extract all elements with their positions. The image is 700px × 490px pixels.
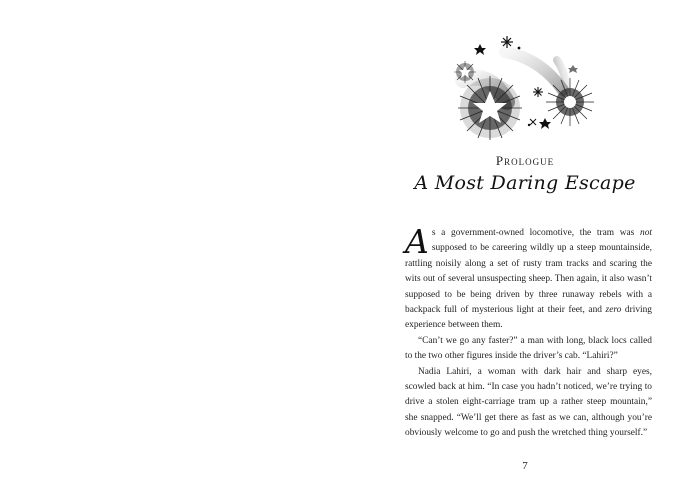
chapter-label: Prologue [495,153,555,168]
paragraph: Nadia Lahiri, a woman with dark hair and sharp eyes, scowled back at him. “In case you hadn’t noticed, we’re trying to drive a stolen eight-carriage tram up a rather steep mountain,” she snapped. “We’ll get there as fast as we can, although you’re obviously welcome to go and push the wretched thing yourself.” [405,366,652,439]
medium-star-burst [546,78,594,126]
shooting-stars-illustration [445,30,615,145]
text-run: s a government-owned locomotive, the tram was [431,228,641,238]
page-number: 7 [522,460,528,472]
text-run: supposed to be careering wildly up a steep mountainside, rattling noisily along a set of rusty tram tracks and scaring the wits out of several unsuspecting sheep. Then again, it also wasn’t supposed to be being driven by three runaway rebels with a backpack full of mysterious light at their feet, and [405,243,652,316]
small-star-burst [454,61,476,83]
emphasis: zero [605,305,622,316]
drop-cap: A [405,222,429,261]
emphasis: not [640,228,652,238]
chapter-title: A Most Daring Escape [414,172,636,194]
paragraph [405,222,652,334]
paragraph: “Can’t we go any faster?” a man with long, black locs called to the two other figures inside the driver’s cab. “Lahiri?” [405,335,652,362]
large-star-burst [458,76,522,140]
text-run: driving experience between them. [405,305,652,331]
body-text [405,222,652,442]
